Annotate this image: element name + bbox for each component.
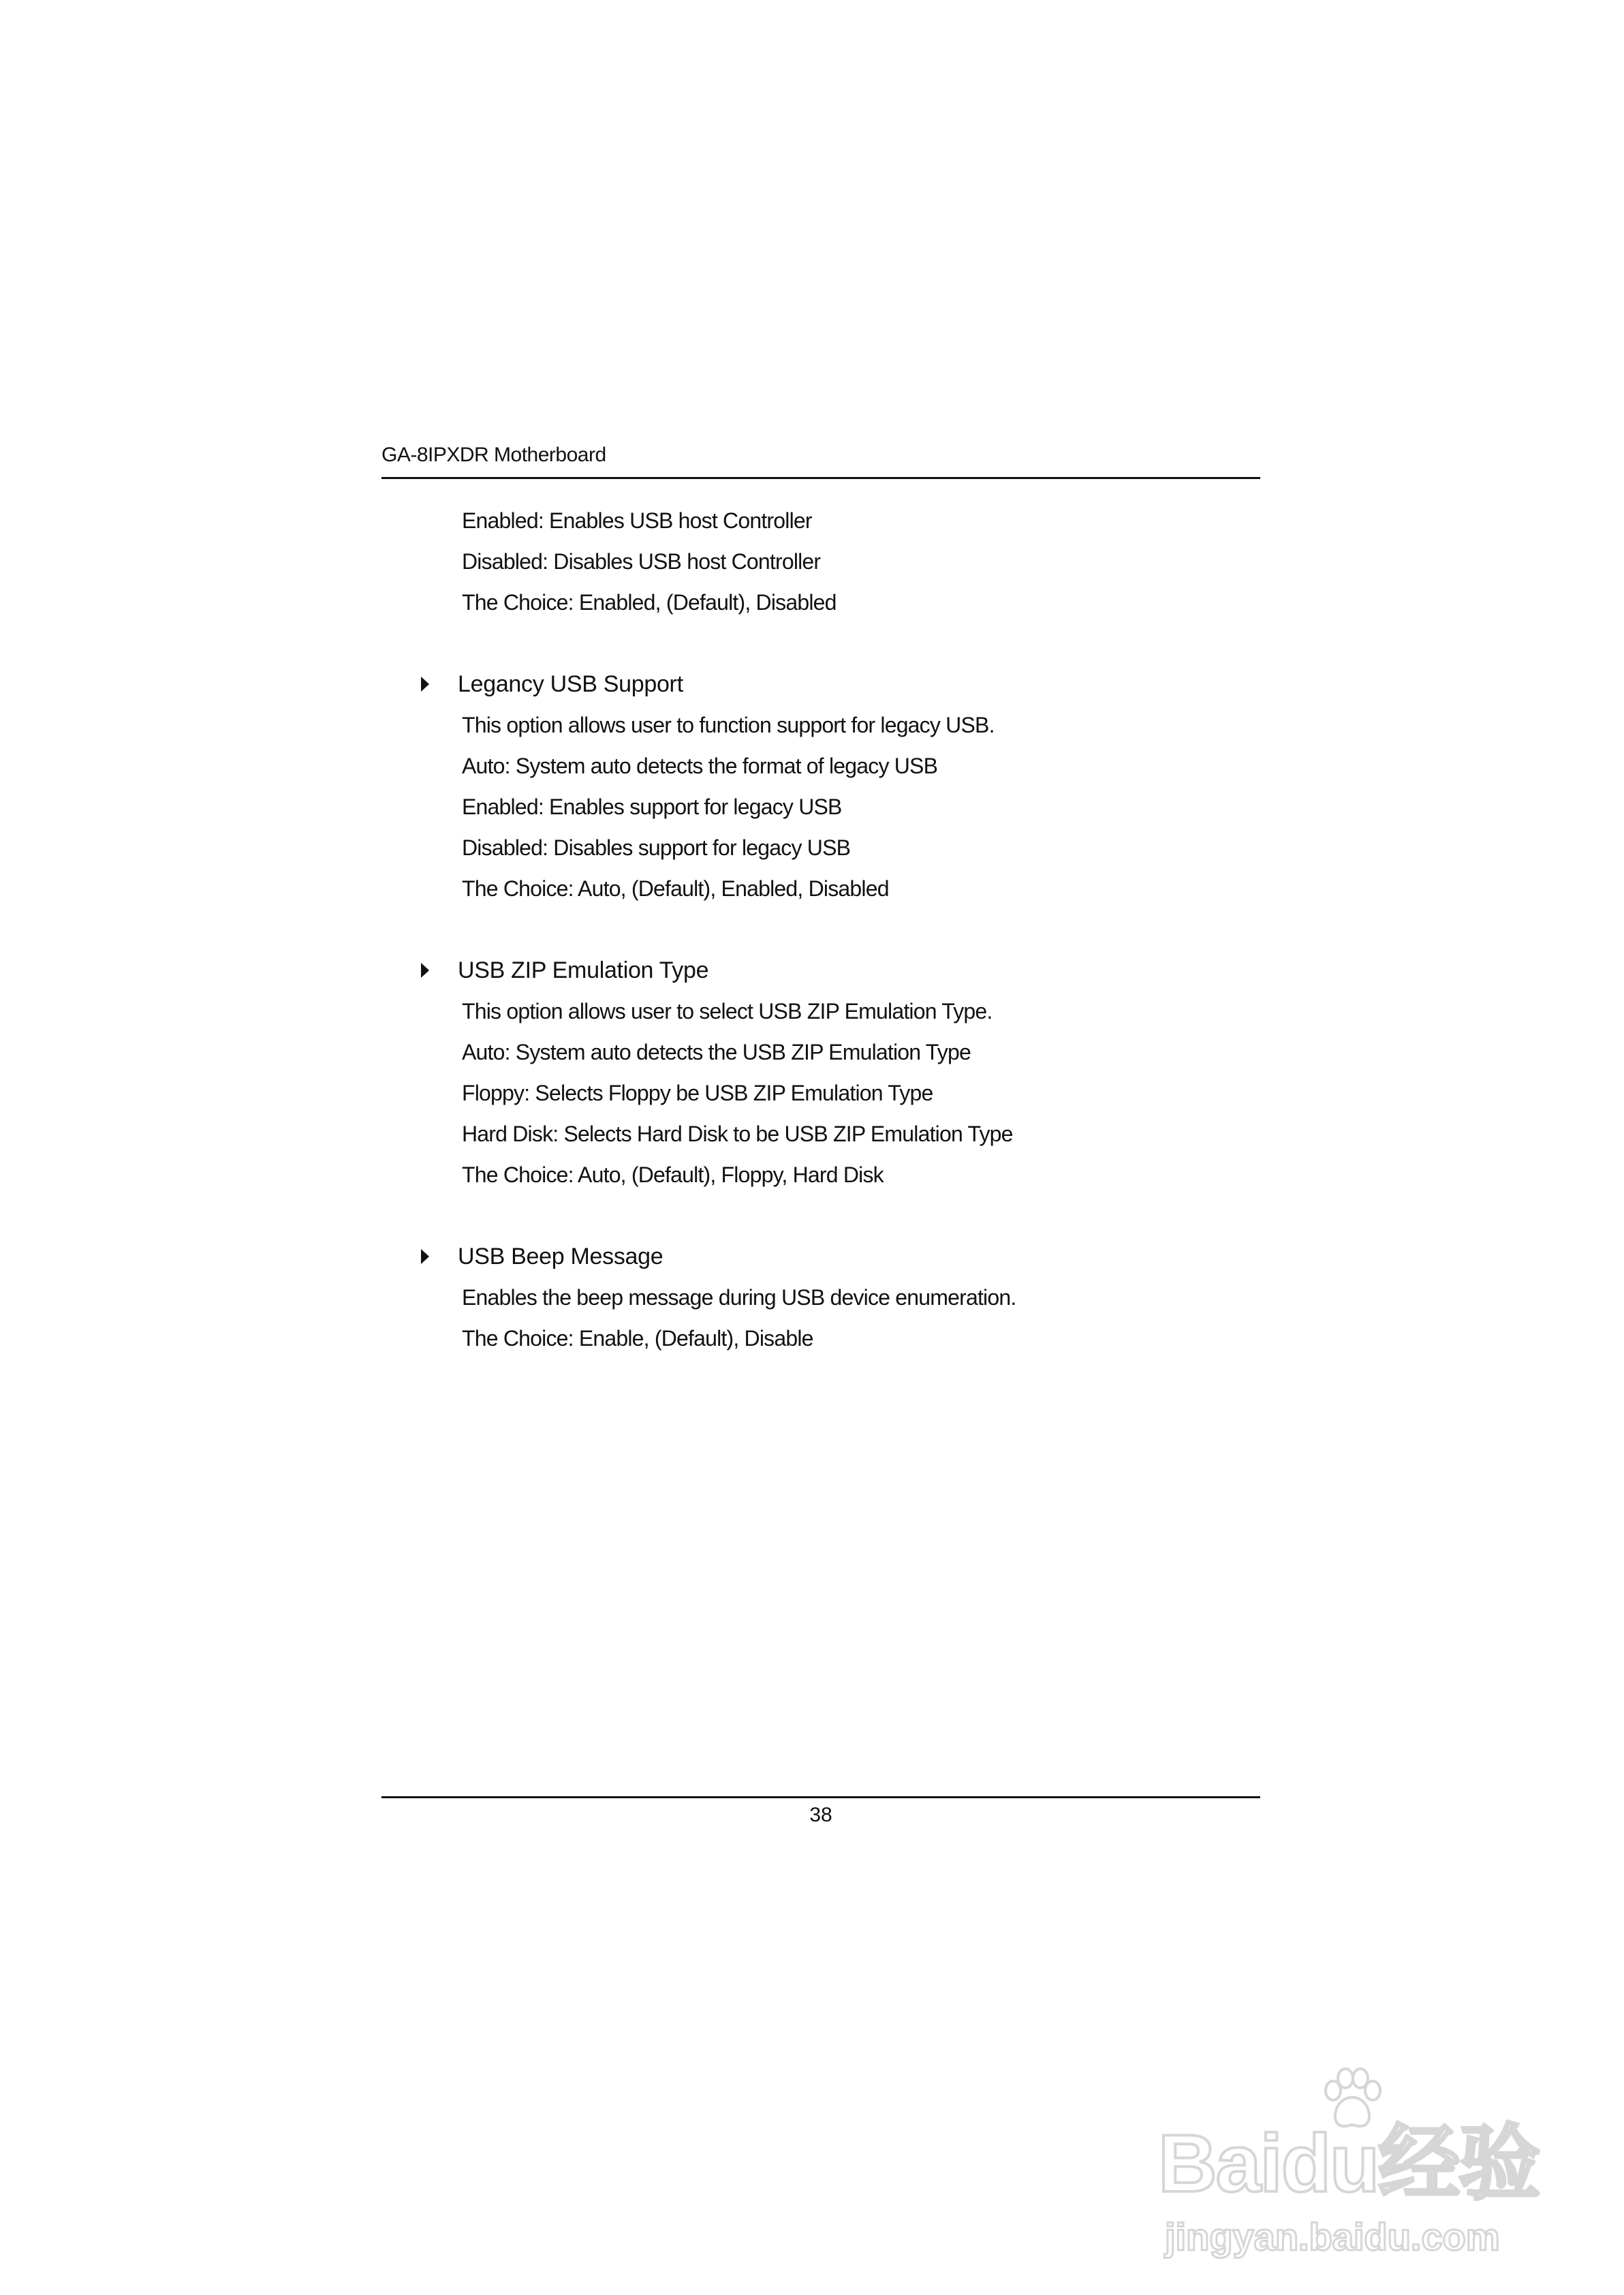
section-line: This option allows user to select USB ZIP Emulation Type. xyxy=(462,999,993,1023)
section-line: Hard Disk: Selects Hard Disk to be USB ZIP Emulation Type xyxy=(462,1122,1013,1146)
intro-line-3: The Choice: Enabled, (Default), Disabled xyxy=(462,590,837,615)
page-number: 38 xyxy=(809,1804,832,1826)
section-line: Disabled: Disables support for legacy USB xyxy=(462,835,851,860)
intro-line-1: Enabled: Enables USB host Controller xyxy=(462,508,812,533)
spacer xyxy=(381,1195,1260,1236)
page-header xyxy=(381,442,1260,469)
section-title: Legancy USB Support xyxy=(458,671,683,697)
section-line: The Choice: Auto, (Default), Enabled, Disabled xyxy=(462,876,889,901)
header-title: GA-8IPXDR Motherboard xyxy=(381,444,606,466)
intro-line-2: Disabled: Disables USB host Controller xyxy=(462,549,821,574)
section-line: Enabled: Enables support for legacy USB xyxy=(462,795,842,819)
watermark-url: jingyan.baidu.com xyxy=(1165,2215,1500,2258)
section-heading-legacy-usb xyxy=(381,664,1260,705)
footer-rule xyxy=(381,1796,1260,1798)
section-line: Auto: System auto detects the format of legacy USB xyxy=(462,754,938,778)
triangle-bullet-icon xyxy=(421,677,429,692)
header-rule xyxy=(381,477,1260,479)
section-line: The Choice: Auto, (Default), Floppy, Hard Disk xyxy=(462,1162,884,1187)
triangle-bullet-icon xyxy=(421,963,429,978)
section-line: The Choice: Enable, (Default), Disable xyxy=(462,1326,813,1351)
watermark-logo: Baidu经验 xyxy=(1158,2118,1540,2209)
spacer xyxy=(381,909,1260,950)
spacer xyxy=(381,623,1260,664)
section-line: Floppy: Selects Floppy be USB ZIP Emulation Type xyxy=(462,1081,933,1105)
section-title: USB ZIP Emulation Type xyxy=(458,957,709,983)
triangle-bullet-icon xyxy=(421,1249,429,1264)
section-title: USB Beep Message xyxy=(458,1244,663,1269)
section-line: This option allows user to function support for legacy USB. xyxy=(462,713,995,737)
section-heading-usb-zip xyxy=(381,950,1260,991)
section-line: Enables the beep message during USB device enumeration. xyxy=(462,1285,1016,1310)
section-heading-usb-beep xyxy=(381,1236,1260,1277)
section-line: Auto: System auto detects the USB ZIP Emulation Type xyxy=(462,1040,971,1064)
page-content xyxy=(381,500,1260,1359)
baidu-watermark xyxy=(1158,2065,1540,2269)
